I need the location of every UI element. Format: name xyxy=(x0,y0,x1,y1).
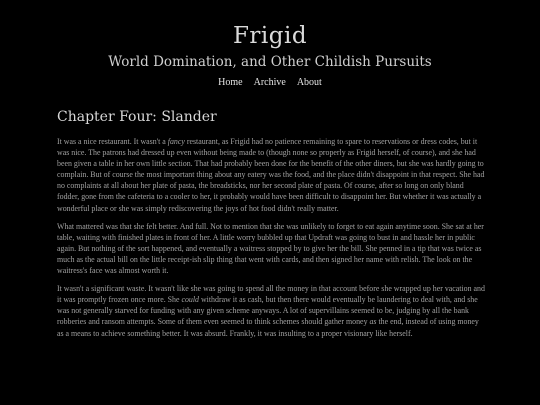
emphasis-text: as xyxy=(369,317,377,327)
paragraph-text: It wasn't a significant waste. It wasn't like she was going to spend all the money in that account before she wrapped up her vacation and it was promptly frozen once more. She xyxy=(57,284,485,305)
paragraph-text: It was a nice restaurant. It wasn't a xyxy=(57,137,168,146)
paragraph-text: What mattered was that she felt better. And full. Not to mention that she was unlikely to forget to eat again anytime soon. She sat at her table, waiting with finished plates in front of her. A little worry bubbled up that Updraft was going to bust in and hassle her in public again. But nothing of the sort happened, and eventually a waitress stopped by to give her the bill. She penned in a tip that was twice as much as the actual bill on the little receipt-ish slip thing that went with cards, and then signed her name with relish. The look on the waitress's face was almost worth it. xyxy=(57,221,484,276)
post-content xyxy=(57,108,487,346)
paragraph-text: withdraw it as cash, but then there would eventually be laundering to deal with, and she was not generally starved for funding with any given scheme anyways. A lot of supervillains seemed to be, judging by all the bank robberies and ransom attempts. Some of them even seemed to think schemes should gather money xyxy=(57,295,478,327)
post-paragraph-3 xyxy=(57,283,487,338)
nav-about-link[interactable]: About xyxy=(296,77,322,88)
paragraph-text: the end, instead of using money as a means to achieve something better. It was absurd. Frankly, it was insulting to a proper visionary like herself. xyxy=(57,317,479,338)
site-header xyxy=(0,0,540,88)
nav-archive-link[interactable]: Archive xyxy=(253,77,286,88)
main-nav xyxy=(0,77,540,88)
nav-home-link[interactable]: Home xyxy=(218,77,243,88)
emphasis-text: could xyxy=(181,295,199,305)
paragraph-text: restaurant, as Frigid had no patience remaining to spare to reservations or dress codes, but it was nice. The patrons had dressed up even without being made to (though none so properly as Frigid herself, of course), and she had been given a table in her own little section. That had probably been done for the benefit of the other diners, but she was hardly going to complain. But of course the most important thing about any eatery was the food, and the place didn't disappoint in that respect. She had no complaints at all about her plate of pasta, the breadsticks, nor her second plate of pasta. Of course, after so long on only bland fodder, gone from the cafeteria to a cooler to her, it probably would have been difficult to disappoint her. But whether it was actually a wonderful place or she was simply rediscovering the joys of hot food didn't really matter. xyxy=(57,137,485,213)
emphasis-text: fancy xyxy=(167,137,185,146)
site-title-link[interactable]: Frigid xyxy=(232,23,308,49)
chapter-title: Chapter Four: Slander xyxy=(57,109,217,125)
post-paragraph-2 xyxy=(57,221,487,276)
post-paragraph-1 xyxy=(57,136,487,214)
site-tagline: World Domination, and Other Childish Pursuits xyxy=(108,54,432,70)
